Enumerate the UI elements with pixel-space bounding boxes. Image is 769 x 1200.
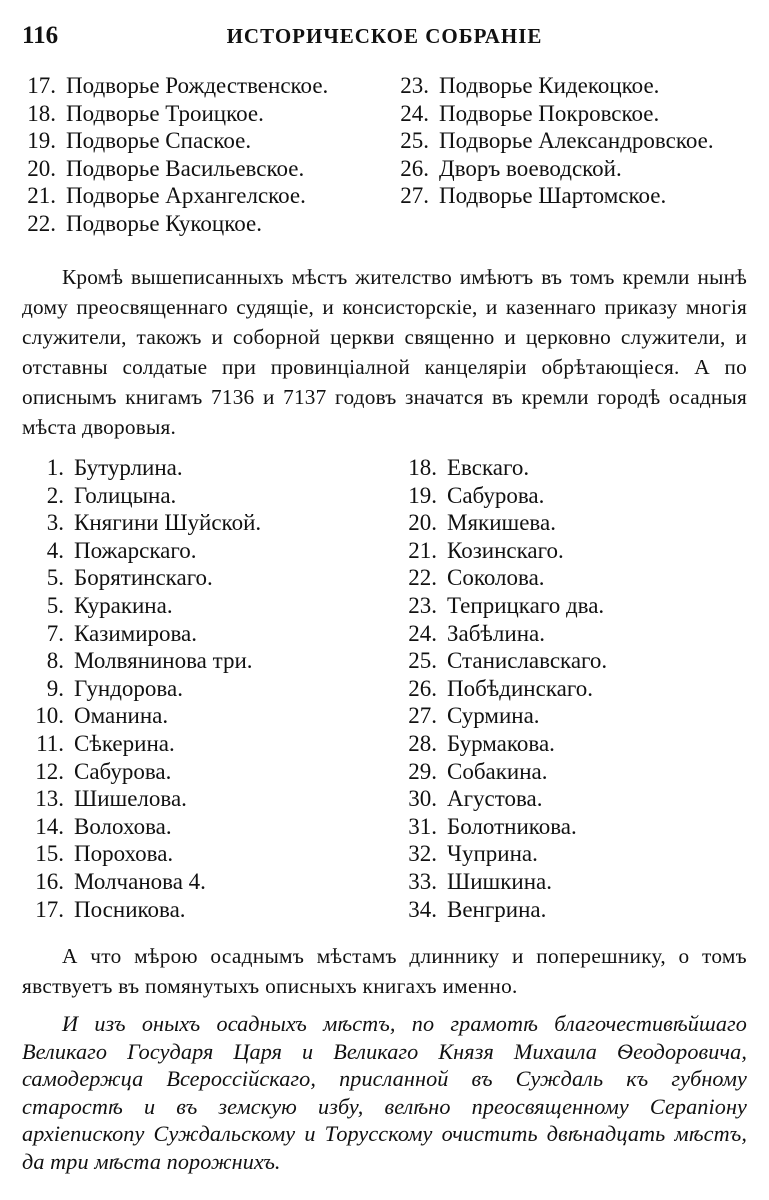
estate-item <box>395 454 607 482</box>
item-number: 21. <box>408 537 437 563</box>
item-number: 15. <box>35 841 64 867</box>
item-number: 13. <box>35 786 64 812</box>
estate-item <box>395 482 607 510</box>
item-text: Казимирова. <box>74 620 198 646</box>
page-number: 116 <box>22 22 59 49</box>
item-number: 30. <box>408 786 437 812</box>
item-number: 31. <box>408 813 437 839</box>
estate-item <box>22 785 261 813</box>
item-text: Молчанова 4. <box>74 868 206 894</box>
item-text: Подворье Рождественское. <box>66 73 329 98</box>
item-number: 23. <box>400 73 429 98</box>
item-number: 20. <box>27 155 56 181</box>
item-text: Борятинскаго. <box>74 565 213 591</box>
item-number: 1. <box>46 455 64 480</box>
estate-item <box>22 730 261 758</box>
item-number: 33. <box>408 868 437 894</box>
item-number: 29. <box>408 758 437 784</box>
estate-item <box>395 785 607 813</box>
courtyard-item <box>395 127 714 155</box>
item-text: Волохова. <box>74 813 172 839</box>
item-text: Дворъ воеводской. <box>439 155 622 181</box>
item-number: 32. <box>408 841 437 867</box>
item-number: 2. <box>46 482 64 508</box>
estate-item <box>22 647 261 675</box>
item-text: Княгини Шуйской. <box>74 510 262 536</box>
item-text: Голицына. <box>74 482 177 508</box>
item-text: Бурмакова. <box>447 730 555 756</box>
item-number: 25. <box>408 648 437 674</box>
item-text: Бутурлина. <box>74 455 183 480</box>
item-number: 24. <box>408 620 437 646</box>
running-head: ИСТОРИЧЕСКОЕ СОБРАНIЕ <box>226 24 543 48</box>
item-text: Подворье Кидекоцкое. <box>439 73 660 98</box>
courtyard-list-left <box>22 72 328 237</box>
item-number: 21. <box>27 183 56 208</box>
item-text: Агустова. <box>447 786 543 812</box>
item-text: Подворье Васильевское. <box>66 155 305 181</box>
courtyard-item <box>395 155 714 183</box>
item-number: 22. <box>27 210 56 236</box>
item-text: Подворье Троицкое. <box>66 100 264 126</box>
item-text: Молвянинова три. <box>74 648 253 674</box>
item-text: Подворье Спаское. <box>66 128 252 153</box>
estate-item <box>22 564 261 592</box>
estate-item <box>395 509 607 537</box>
item-number: 14. <box>35 813 64 839</box>
item-text: Посникова. <box>74 896 186 922</box>
item-text: Сурмина. <box>447 703 540 729</box>
item-text: Чуприна. <box>447 841 538 867</box>
item-text: Подворье Кукоцкое. <box>66 210 262 236</box>
estate-item <box>395 564 607 592</box>
item-number: 26. <box>408 675 437 701</box>
estate-item <box>22 675 261 703</box>
estate-item <box>395 592 607 620</box>
item-text: Сабурова. <box>74 758 172 784</box>
item-text: Забѣлина. <box>447 620 545 646</box>
courtyard-item <box>22 155 328 183</box>
item-text: Мякишева. <box>447 510 556 536</box>
item-number: 11. <box>36 730 64 756</box>
item-text: Собакина. <box>447 758 548 784</box>
item-number: 23. <box>408 592 437 618</box>
item-number: 19. <box>408 482 437 508</box>
estate-item <box>395 620 607 648</box>
courtyard-item <box>395 100 714 128</box>
estate-item <box>22 509 261 537</box>
estate-item <box>395 537 607 565</box>
estate-item <box>22 592 261 620</box>
item-text: Куракина. <box>74 592 173 618</box>
item-text: Теприцкаго два. <box>447 592 605 618</box>
page-header <box>22 22 747 58</box>
item-number: 4. <box>46 537 64 563</box>
estate-item <box>395 840 607 868</box>
estate-item <box>395 702 607 730</box>
estate-item <box>22 840 261 868</box>
estate-item <box>22 482 261 510</box>
item-text: Евскаго. <box>447 455 530 480</box>
paragraph-measurements: А что мѣрою осаднымъ мѣстамъ длиннику и поперешнику, о томъ явствуетъ въ помянутыхъ описныхъ книгахъ именно. <box>22 944 747 998</box>
item-text: Побѣдинскаго. <box>447 675 593 701</box>
estate-list-left <box>22 454 261 923</box>
item-number: 12. <box>35 758 64 784</box>
estate-item <box>395 868 607 896</box>
item-number: 7. <box>46 620 64 646</box>
item-text: Венгрина. <box>447 896 547 922</box>
estate-item <box>22 620 261 648</box>
item-number: 16. <box>35 868 64 894</box>
item-text: Болотникова. <box>447 813 577 839</box>
item-text: Козинскаго. <box>447 537 564 563</box>
courtyard-item <box>22 127 328 155</box>
estate-item <box>22 702 261 730</box>
item-number: 3. <box>46 510 64 536</box>
item-text: Пожарскаго. <box>74 537 197 563</box>
item-number: 28. <box>408 730 437 756</box>
item-number: 18. <box>27 100 56 126</box>
item-number: 17. <box>27 73 56 98</box>
item-text: Шишкина. <box>447 868 552 894</box>
estate-item <box>395 647 607 675</box>
estate-item <box>395 896 607 924</box>
estate-item <box>22 758 261 786</box>
item-text: Подворье Архангелское. <box>66 183 306 208</box>
item-number: 20. <box>408 510 437 536</box>
item-number: 24. <box>400 100 429 126</box>
item-number: 10. <box>35 703 64 729</box>
item-number: 19. <box>27 128 56 153</box>
estate-item <box>395 730 607 758</box>
item-number: 5. <box>46 565 64 591</box>
item-number: 27. <box>400 183 429 208</box>
courtyard-item <box>22 210 328 238</box>
estate-item <box>22 537 261 565</box>
estate-item <box>395 675 607 703</box>
courtyard-item <box>395 72 714 100</box>
item-number: 25. <box>400 128 429 153</box>
courtyard-item <box>22 182 328 210</box>
item-text: Шишелова. <box>74 786 187 812</box>
item-text: Соколова. <box>447 565 545 591</box>
item-number: 27. <box>408 703 437 729</box>
paragraph-residents: Кромѣ вышеписанныхъ мѣстъ жителство имѣютъ въ томъ кремли нынѣ дому преосвященнаго судящіе, и консисторскіе, и казеннаго приказу многія служители, такожъ и соборной церкви священно и церковно служители, и отставны солдатые при провинціалной канцеляріи обрѣтающіеся. А по описнымъ книгамъ 7136 и 7137 годовъ значатся въ кремли городѣ осадныя мѣста дворовыя. <box>22 265 747 439</box>
item-text: Гундорова. <box>74 675 183 701</box>
estate-item <box>395 758 607 786</box>
courtyard-item <box>22 100 328 128</box>
item-number: 8. <box>46 648 64 674</box>
item-number: 9. <box>46 675 64 701</box>
item-text: Сѣкерина. <box>74 730 175 756</box>
estate-list-right <box>395 454 607 923</box>
courtyard-list-right <box>395 72 714 210</box>
item-number: 5. <box>46 592 64 618</box>
estate-item <box>22 896 261 924</box>
item-text: Подворье Александровское. <box>439 128 714 153</box>
item-text: Подворье Покровское. <box>439 100 660 126</box>
item-number: 22. <box>408 565 437 591</box>
item-number: 34. <box>408 896 437 922</box>
item-text: Станиславскаго. <box>447 648 608 674</box>
item-text: Порохова. <box>74 841 174 867</box>
paragraph-charter: И изъ оныхъ осадныхъ мѣстъ, по грамотѣ благочестивѣйшаго Великаго Государя Царя и Великаго Князя Михаила Ѳеодоровича, самодержца Всероссійскаго, присланной въ Суждаль къ губному старостѣ и въ земскую избу, велѣно преосвященному Серапіону архіепископу Суждальскому и Торусскому очистить двѣнадцать мѣстъ, да три мѣста порожнихъ. <box>22 1011 747 1174</box>
courtyard-item <box>395 182 714 210</box>
item-number: 17. <box>35 896 64 922</box>
item-text: Оманина. <box>74 703 169 729</box>
estate-item <box>22 868 261 896</box>
estate-item <box>22 813 261 841</box>
estate-item <box>22 454 261 482</box>
item-number: 18. <box>408 455 437 480</box>
estate-item <box>395 813 607 841</box>
item-text: Сабурова. <box>447 482 545 508</box>
courtyard-item <box>22 72 328 100</box>
item-number: 26. <box>400 155 429 181</box>
item-text: Подворье Шартомское. <box>439 183 667 208</box>
